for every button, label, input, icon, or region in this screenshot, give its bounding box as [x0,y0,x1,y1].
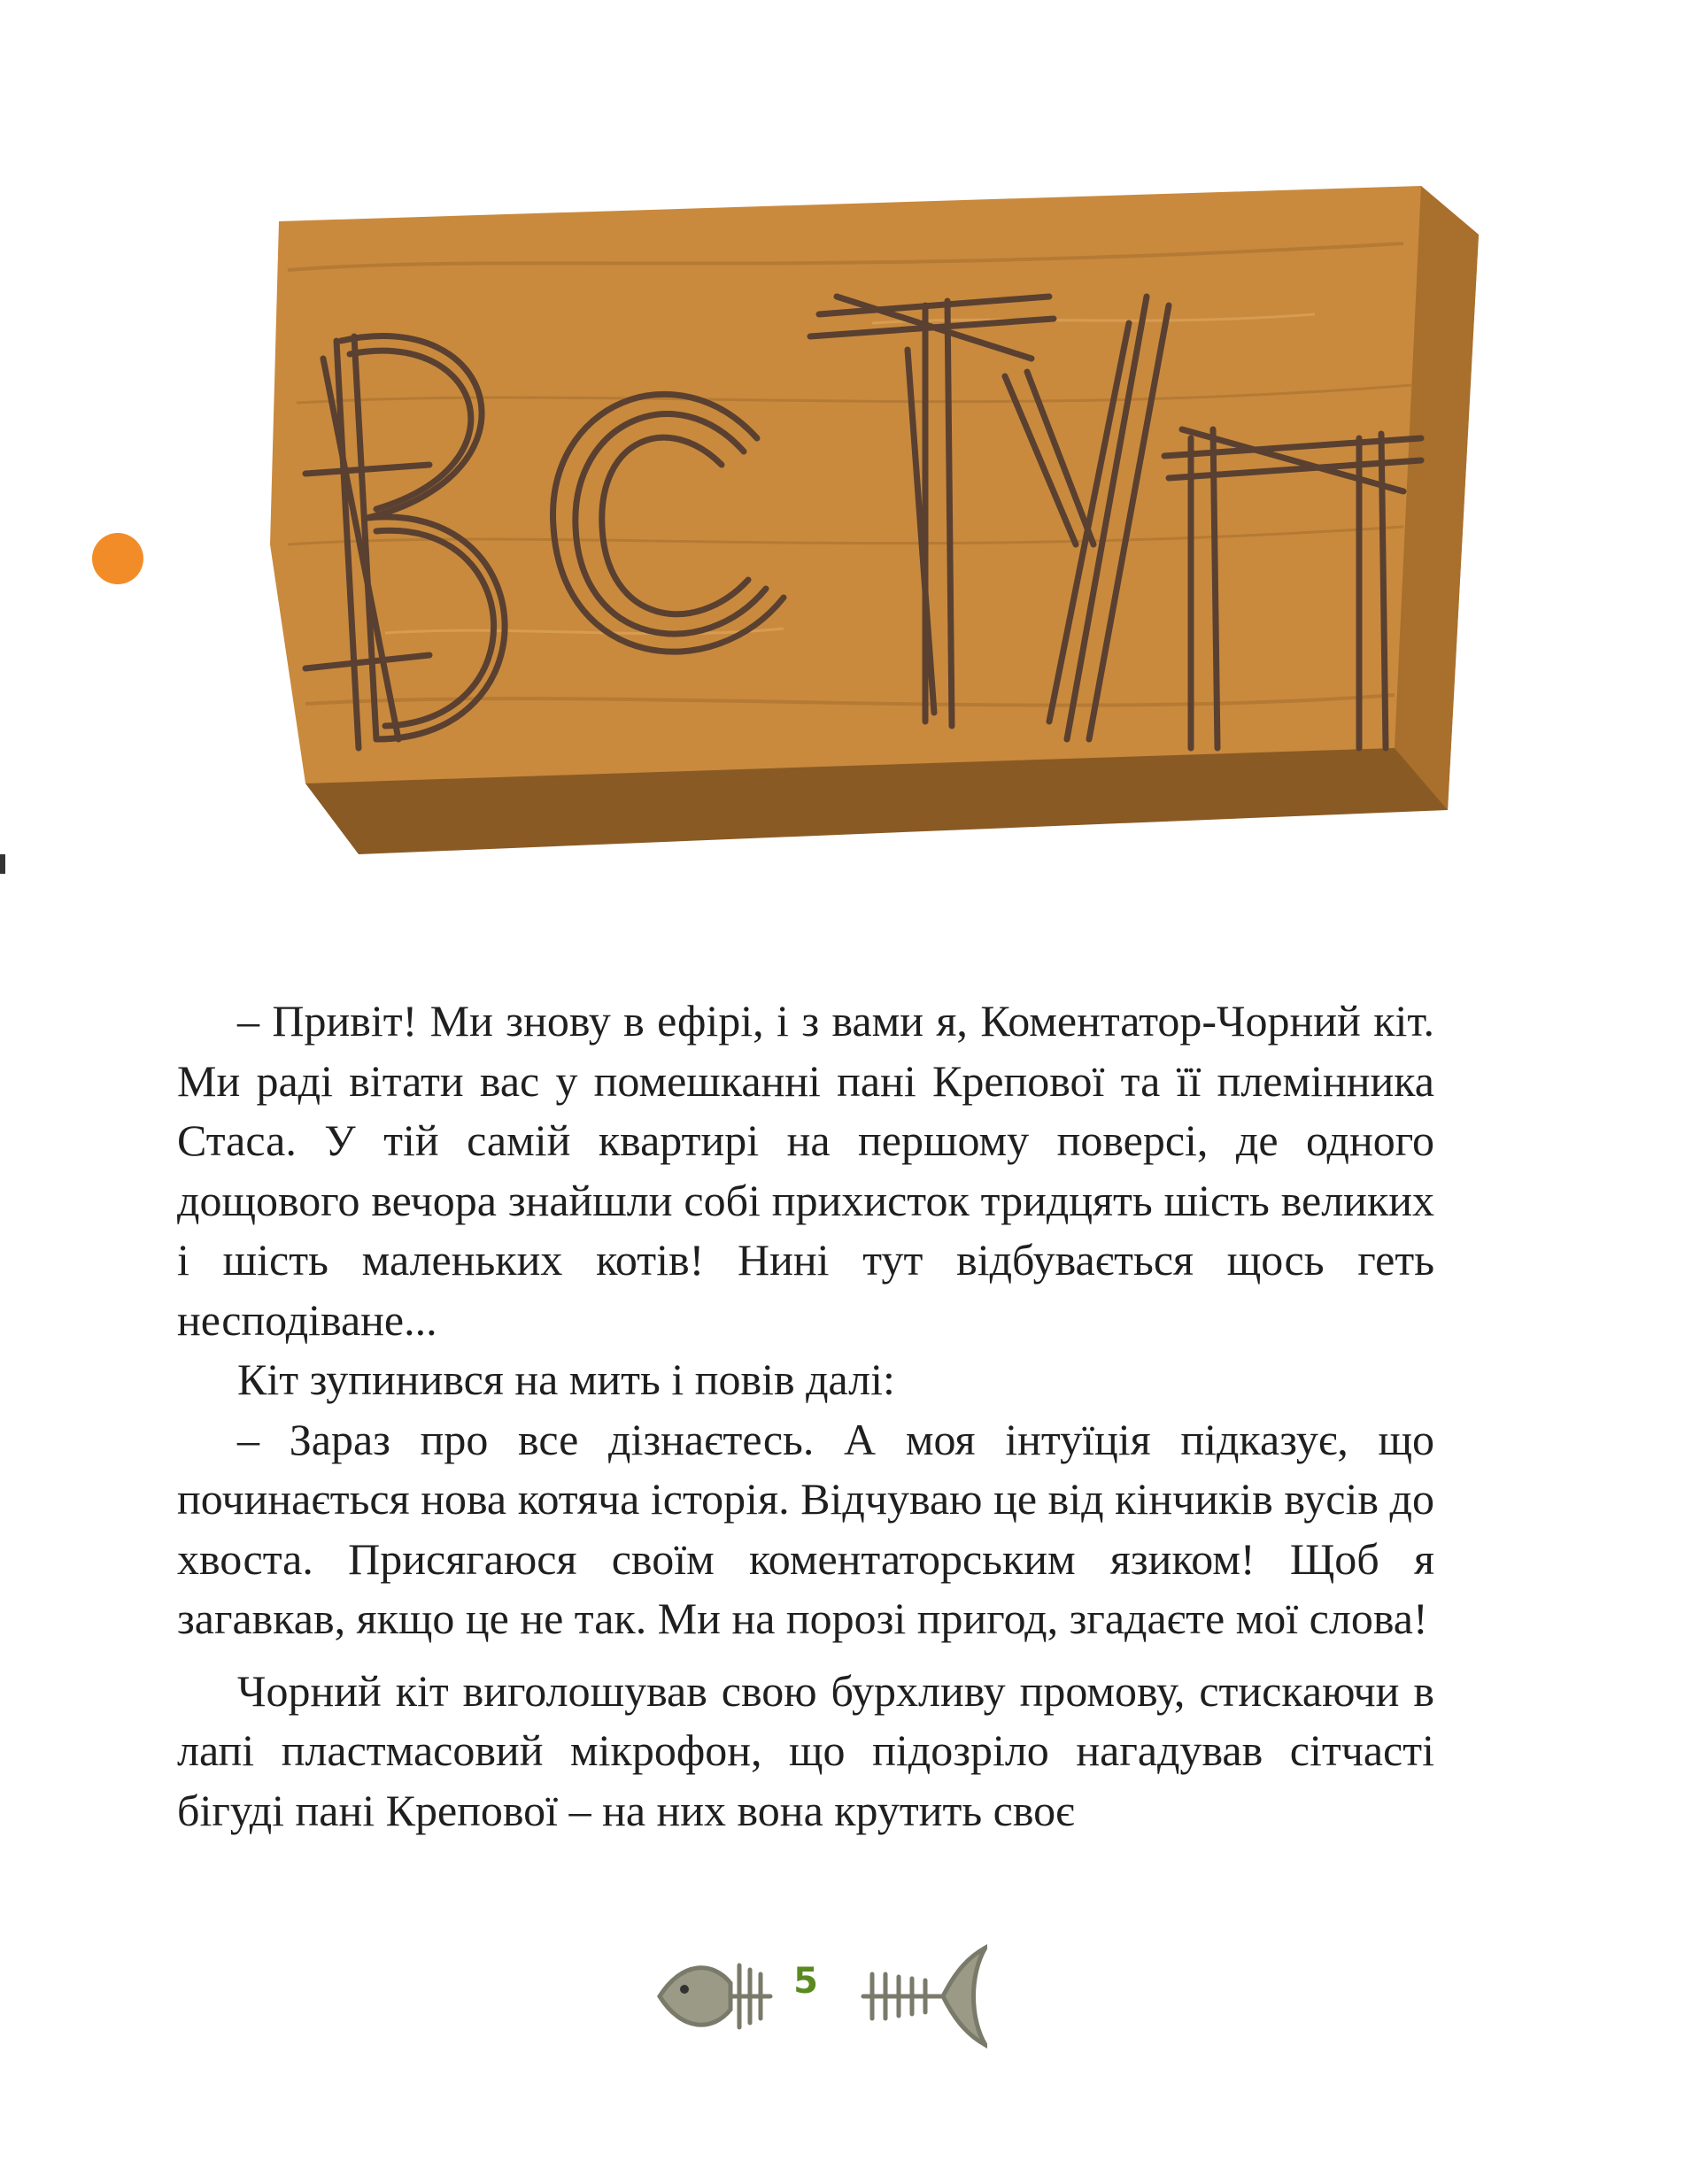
page-number: 5 [793,1961,818,2002]
fish-skeleton-icon [863,1948,985,2045]
wooden-sign-heading [252,173,1479,863]
wooden-plank-illustration [252,173,1479,863]
paragraph: – Привіт! Ми знову в ефірі, і з вами я, Коментатор-Чорний кіт. Ми раді вітати вас у помешканні пані Крепової та її племінника Стаса. У тій самій квартирі на першому поверсі, де одного дощового вечора знайшли собі прихисток тридцять шість великих і шість маленьких котів! Нині тут відбувається щось геть несподіване... [177,996,1434,1345]
paragraph: – Зараз про все дізнаєтесь. А моя інтуїція підказує, що починається нова котяча історія. Відчуваю це від кінчиків вусів до хвоста. Присягаюся своїм коментаторським язиком! Щоб я загавкав, якщо це не так. Ми на порозі пригод, згадаєте мої слова! [177,1414,1434,1643]
paragraph: Кіт зупинився на мить і повів далі: [237,1354,895,1404]
paragraph: Чорний кіт виголошував свою бурхливу промову, стискаючи в лапі пластмасовий мікрофон, що підозріло нагадував сітчасті бігуді пані Крепової – на них вона крутить своє [177,1665,1434,1835]
orange-dot-decoration [92,533,143,584]
page-edge-mark [0,854,5,874]
fish-skeleton-icon [660,1965,770,2027]
body-text [177,992,1434,1841]
